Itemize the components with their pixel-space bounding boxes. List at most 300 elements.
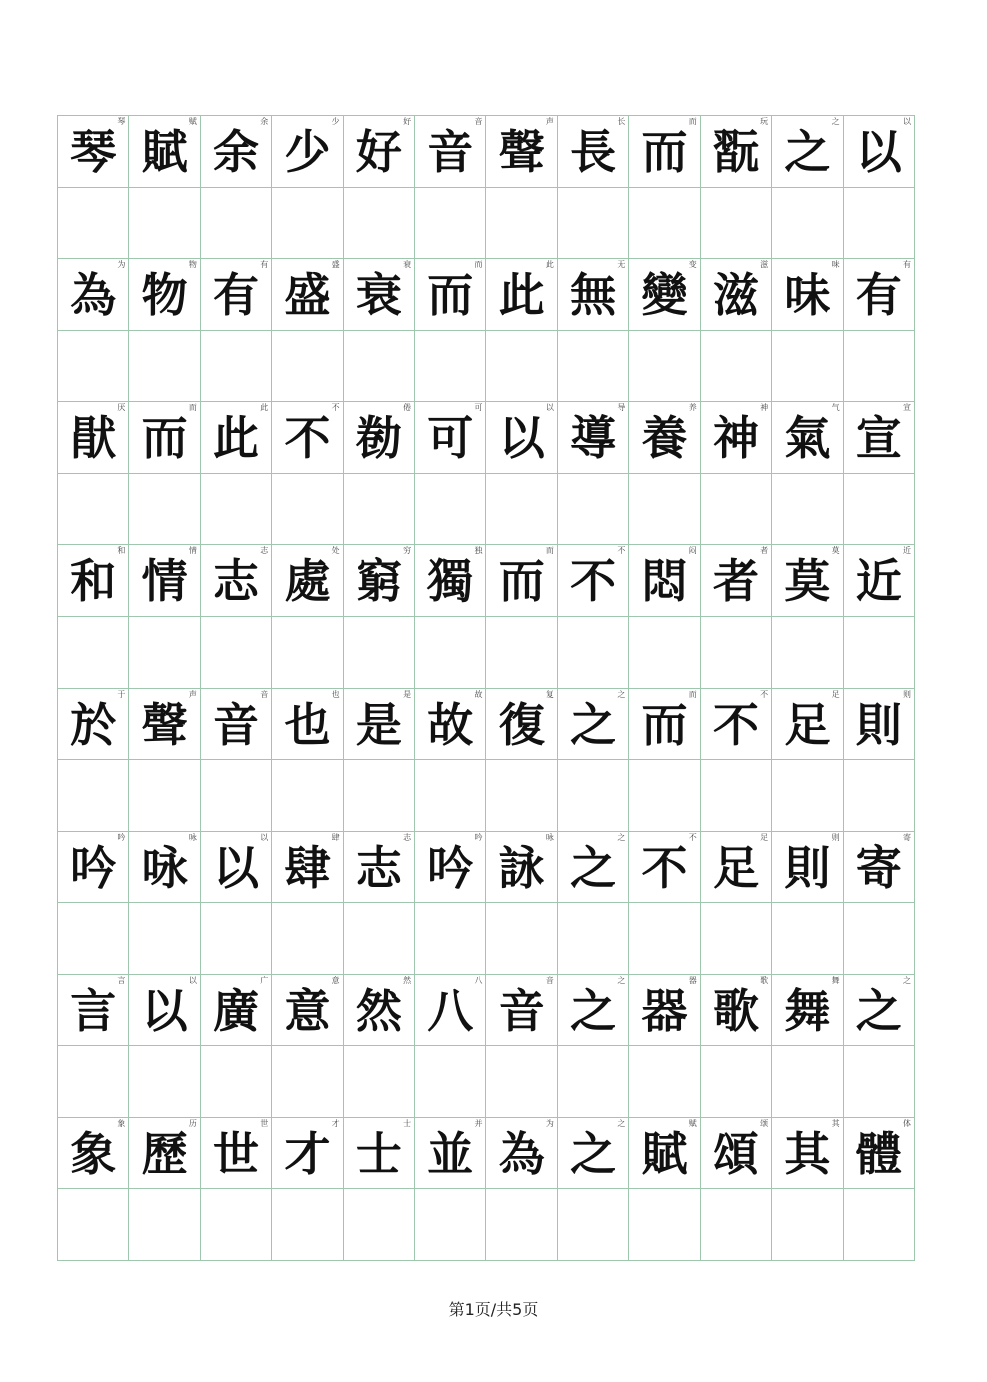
simplified-hint: 音 bbox=[474, 117, 483, 126]
simplified-hint: 象 bbox=[117, 1118, 126, 1128]
practice-blank-cell bbox=[201, 760, 272, 832]
character-cell bbox=[201, 975, 272, 1047]
simplified-hint: 咏 bbox=[545, 832, 554, 842]
character-cell bbox=[844, 545, 915, 617]
traditional-character: 吟 bbox=[70, 840, 117, 895]
practice-blank-cell bbox=[772, 617, 843, 689]
practice-blank-cell bbox=[701, 760, 772, 832]
simplified-hint: 神 bbox=[760, 403, 769, 413]
simplified-hint: 之 bbox=[831, 117, 840, 126]
character-cell bbox=[486, 832, 557, 904]
practice-blank-cell bbox=[844, 474, 915, 546]
traditional-character: 可 bbox=[427, 411, 474, 466]
traditional-character: 有 bbox=[213, 268, 260, 323]
character-cell bbox=[415, 975, 486, 1047]
simplified-hint: 厌 bbox=[117, 403, 126, 413]
simplified-hint: 舞 bbox=[831, 975, 840, 985]
character-cell bbox=[844, 1118, 915, 1190]
simplified-hint: 为 bbox=[117, 260, 126, 270]
character-cell bbox=[272, 259, 343, 331]
traditional-character: 之 bbox=[784, 125, 831, 179]
character-cell bbox=[415, 832, 486, 904]
practice-blank-cell bbox=[201, 474, 272, 546]
simplified-hint: 才 bbox=[331, 1118, 340, 1128]
traditional-character: 窮 bbox=[355, 554, 402, 609]
simplified-hint: 之 bbox=[617, 689, 626, 699]
simplified-hint: 以 bbox=[902, 117, 911, 126]
simplified-hint: 盛 bbox=[331, 260, 340, 270]
character-cell bbox=[201, 689, 272, 761]
traditional-character: 不 bbox=[570, 554, 617, 609]
practice-blank-cell bbox=[272, 188, 343, 260]
character-cell bbox=[486, 545, 557, 617]
character-cell bbox=[844, 832, 915, 904]
traditional-character: 而 bbox=[141, 411, 188, 466]
practice-blank-cell bbox=[58, 1189, 129, 1261]
traditional-character: 八 bbox=[427, 983, 474, 1038]
simplified-hint: 有 bbox=[260, 260, 269, 270]
character-cell bbox=[58, 689, 129, 761]
traditional-character: 而 bbox=[641, 125, 688, 179]
traditional-character: 其 bbox=[784, 1126, 831, 1181]
simplified-hint: 不 bbox=[760, 689, 769, 699]
practice-blank-cell bbox=[129, 1046, 200, 1118]
traditional-character: 象 bbox=[70, 1126, 117, 1181]
practice-blank-cell bbox=[629, 331, 700, 403]
practice-blank-cell bbox=[844, 188, 915, 260]
character-cell bbox=[344, 259, 415, 331]
simplified-hint: 以 bbox=[545, 403, 554, 413]
character-cell bbox=[58, 832, 129, 904]
practice-blank-cell bbox=[629, 474, 700, 546]
traditional-character: 莫 bbox=[784, 554, 831, 609]
practice-blank-cell bbox=[129, 474, 200, 546]
practice-blank-cell bbox=[558, 903, 629, 975]
character-cell bbox=[701, 402, 772, 474]
simplified-hint: 变 bbox=[688, 260, 697, 270]
simplified-hint: 少 bbox=[331, 117, 340, 126]
character-cell bbox=[844, 116, 915, 188]
practice-grid-sheet bbox=[57, 115, 915, 1261]
traditional-character: 音 bbox=[427, 125, 474, 179]
practice-blank-cell bbox=[844, 760, 915, 832]
character-cell bbox=[344, 1118, 415, 1190]
practice-blank-cell bbox=[844, 1189, 915, 1261]
practice-blank-cell bbox=[344, 331, 415, 403]
character-cell bbox=[415, 259, 486, 331]
practice-blank-cell bbox=[629, 617, 700, 689]
simplified-hint: 肆 bbox=[331, 832, 340, 842]
traditional-character: 則 bbox=[784, 840, 831, 895]
character-cell bbox=[272, 402, 343, 474]
practice-blank-cell bbox=[201, 617, 272, 689]
practice-blank-cell bbox=[344, 474, 415, 546]
character-cell bbox=[58, 259, 129, 331]
simplified-hint: 可 bbox=[474, 403, 483, 413]
simplified-hint: 为 bbox=[545, 1118, 554, 1128]
traditional-character: 言 bbox=[70, 983, 117, 1038]
traditional-character: 長 bbox=[570, 125, 617, 179]
character-cell bbox=[272, 975, 343, 1047]
character-cell bbox=[629, 832, 700, 904]
simplified-hint: 意 bbox=[331, 975, 340, 985]
traditional-character: 並 bbox=[427, 1126, 474, 1181]
simplified-hint: 寄 bbox=[902, 832, 911, 842]
simplified-hint: 不 bbox=[688, 832, 697, 842]
practice-blank-cell bbox=[486, 903, 557, 975]
practice-blank-cell bbox=[629, 903, 700, 975]
practice-blank-cell bbox=[772, 188, 843, 260]
practice-blank-cell bbox=[201, 1189, 272, 1261]
traditional-character: 而 bbox=[427, 268, 474, 323]
practice-blank-cell bbox=[486, 760, 557, 832]
character-cell bbox=[772, 975, 843, 1047]
character-cell bbox=[629, 975, 700, 1047]
practice-blank-cell bbox=[201, 1046, 272, 1118]
simplified-hint: 衰 bbox=[403, 260, 412, 270]
character-cell bbox=[129, 689, 200, 761]
character-cell bbox=[486, 1118, 557, 1190]
practice-blank-cell bbox=[701, 1046, 772, 1118]
character-cell bbox=[201, 116, 272, 188]
simplified-hint: 而 bbox=[688, 689, 697, 699]
character-cell bbox=[701, 545, 772, 617]
traditional-character: 情 bbox=[141, 554, 188, 609]
traditional-character: 為 bbox=[498, 1126, 545, 1181]
page-footer: 第1页/共5页 bbox=[448, 1300, 539, 1319]
character-cell bbox=[201, 832, 272, 904]
practice-blank-cell bbox=[415, 474, 486, 546]
character-cell bbox=[558, 545, 629, 617]
traditional-character: 變 bbox=[641, 268, 688, 323]
traditional-character: 肆 bbox=[284, 840, 331, 895]
simplified-hint: 声 bbox=[545, 117, 554, 126]
simplified-hint: 琴 bbox=[117, 117, 126, 126]
practice-blank-cell bbox=[701, 1189, 772, 1261]
simplified-hint: 颂 bbox=[760, 1118, 769, 1128]
character-cell bbox=[844, 402, 915, 474]
practice-blank-cell bbox=[201, 331, 272, 403]
character-cell bbox=[629, 1118, 700, 1190]
character-cell bbox=[772, 1118, 843, 1190]
practice-blank-cell bbox=[772, 1189, 843, 1261]
traditional-character: 以 bbox=[213, 840, 260, 895]
character-cell bbox=[129, 975, 200, 1047]
simplified-hint: 吟 bbox=[117, 832, 126, 842]
practice-blank-cell bbox=[129, 331, 200, 403]
traditional-character: 士 bbox=[355, 1126, 402, 1181]
traditional-character: 音 bbox=[213, 697, 260, 752]
practice-blank-cell bbox=[415, 1189, 486, 1261]
traditional-character: 體 bbox=[855, 1126, 902, 1181]
simplified-hint: 声 bbox=[188, 689, 197, 699]
character-cell bbox=[844, 259, 915, 331]
traditional-character: 養 bbox=[641, 411, 688, 466]
simplified-hint: 是 bbox=[403, 689, 412, 699]
traditional-character: 以 bbox=[141, 983, 188, 1038]
traditional-character: 無 bbox=[570, 268, 617, 323]
traditional-character: 音 bbox=[498, 983, 545, 1038]
simplified-hint: 有 bbox=[902, 260, 911, 270]
traditional-character: 悶 bbox=[641, 554, 688, 609]
practice-blank-cell bbox=[772, 903, 843, 975]
traditional-character: 以 bbox=[855, 125, 902, 179]
simplified-hint: 言 bbox=[117, 975, 126, 985]
traditional-character: 不 bbox=[284, 411, 331, 466]
simplified-hint: 玩 bbox=[760, 117, 769, 126]
practice-blank-cell bbox=[701, 903, 772, 975]
traditional-character: 物 bbox=[141, 268, 188, 323]
practice-blank-cell bbox=[272, 331, 343, 403]
traditional-character: 為 bbox=[70, 268, 117, 323]
simplified-hint: 志 bbox=[403, 832, 412, 842]
traditional-character: 足 bbox=[784, 697, 831, 752]
character-cell bbox=[701, 832, 772, 904]
practice-blank-cell bbox=[486, 188, 557, 260]
practice-blank-cell bbox=[844, 617, 915, 689]
simplified-hint: 此 bbox=[545, 260, 554, 270]
traditional-character: 者 bbox=[712, 554, 759, 609]
simplified-hint: 之 bbox=[617, 1118, 626, 1128]
character-cell bbox=[486, 116, 557, 188]
practice-blank-cell bbox=[272, 903, 343, 975]
practice-blank-cell bbox=[272, 617, 343, 689]
traditional-character: 氣 bbox=[784, 411, 831, 466]
traditional-character: 此 bbox=[498, 268, 545, 323]
practice-blank-cell bbox=[272, 1046, 343, 1118]
simplified-hint: 然 bbox=[403, 975, 412, 985]
simplified-hint: 穷 bbox=[403, 546, 412, 556]
practice-blank-cell bbox=[701, 188, 772, 260]
character-cell bbox=[486, 689, 557, 761]
practice-blank-cell bbox=[272, 1189, 343, 1261]
practice-blank-cell bbox=[272, 760, 343, 832]
traditional-character: 咏 bbox=[141, 840, 188, 895]
traditional-character: 吟 bbox=[427, 840, 474, 895]
practice-blank-cell bbox=[486, 331, 557, 403]
traditional-character: 歌 bbox=[712, 983, 759, 1038]
character-cell bbox=[772, 259, 843, 331]
practice-blank-cell bbox=[58, 617, 129, 689]
traditional-character: 然 bbox=[355, 983, 402, 1038]
simplified-hint: 复 bbox=[545, 689, 554, 699]
traditional-character: 導 bbox=[570, 411, 617, 466]
simplified-hint: 器 bbox=[688, 975, 697, 985]
traditional-character: 近 bbox=[855, 554, 902, 609]
traditional-character: 處 bbox=[284, 554, 331, 609]
character-cell bbox=[558, 832, 629, 904]
character-cell bbox=[629, 116, 700, 188]
traditional-character: 詠 bbox=[498, 840, 545, 895]
character-cell bbox=[201, 1118, 272, 1190]
traditional-character: 之 bbox=[570, 983, 617, 1038]
practice-blank-cell bbox=[272, 474, 343, 546]
traditional-character: 足 bbox=[712, 840, 759, 895]
traditional-character: 滋 bbox=[712, 268, 759, 323]
character-cell bbox=[272, 545, 343, 617]
simplified-hint: 也 bbox=[331, 689, 340, 699]
simplified-hint: 则 bbox=[831, 832, 840, 842]
practice-blank-cell bbox=[129, 1189, 200, 1261]
simplified-hint: 故 bbox=[474, 689, 483, 699]
simplified-hint: 和 bbox=[117, 546, 126, 556]
traditional-character: 志 bbox=[213, 554, 260, 609]
simplified-hint: 志 bbox=[260, 546, 269, 556]
traditional-character: 是 bbox=[355, 697, 402, 752]
traditional-character: 世 bbox=[213, 1126, 260, 1181]
simplified-hint: 闷 bbox=[688, 546, 697, 556]
simplified-hint: 情 bbox=[188, 546, 197, 556]
simplified-hint: 广 bbox=[260, 975, 269, 985]
traditional-character: 歷 bbox=[141, 1126, 188, 1181]
traditional-character: 宣 bbox=[855, 411, 902, 466]
character-cell bbox=[129, 1118, 200, 1190]
traditional-character: 意 bbox=[284, 983, 331, 1038]
practice-blank-cell bbox=[344, 188, 415, 260]
character-cell bbox=[415, 116, 486, 188]
practice-blank-cell bbox=[344, 1046, 415, 1118]
simplified-hint: 吟 bbox=[474, 832, 483, 842]
traditional-character: 而 bbox=[641, 697, 688, 752]
traditional-character: 志 bbox=[355, 840, 402, 895]
simplified-hint: 赋 bbox=[188, 117, 197, 126]
practice-blank-cell bbox=[772, 760, 843, 832]
traditional-character: 有 bbox=[855, 268, 902, 323]
traditional-character: 神 bbox=[712, 411, 759, 466]
traditional-character: 之 bbox=[570, 697, 617, 752]
simplified-hint: 而 bbox=[688, 117, 697, 126]
character-cell bbox=[772, 689, 843, 761]
practice-blank-cell bbox=[558, 1046, 629, 1118]
character-cell bbox=[629, 402, 700, 474]
traditional-character: 余 bbox=[213, 125, 260, 179]
character-cell bbox=[486, 975, 557, 1047]
simplified-hint: 余 bbox=[260, 117, 269, 126]
traditional-character: 賦 bbox=[141, 125, 188, 179]
practice-blank-cell bbox=[558, 331, 629, 403]
simplified-hint: 物 bbox=[188, 260, 197, 270]
simplified-hint: 独 bbox=[474, 546, 483, 556]
traditional-character: 盛 bbox=[284, 268, 331, 323]
character-cell bbox=[558, 1118, 629, 1190]
practice-blank-cell bbox=[58, 331, 129, 403]
character-cell bbox=[486, 259, 557, 331]
simplified-hint: 士 bbox=[403, 1118, 412, 1128]
practice-blank-cell bbox=[486, 1189, 557, 1261]
character-cell bbox=[486, 402, 557, 474]
simplified-hint: 则 bbox=[902, 689, 911, 699]
character-cell bbox=[129, 116, 200, 188]
character-cell bbox=[129, 832, 200, 904]
practice-blank-cell bbox=[415, 1046, 486, 1118]
traditional-character: 故 bbox=[427, 697, 474, 752]
simplified-hint: 之 bbox=[617, 975, 626, 985]
traditional-character: 少 bbox=[284, 125, 331, 179]
character-cell bbox=[58, 402, 129, 474]
practice-blank-cell bbox=[558, 1189, 629, 1261]
traditional-character: 好 bbox=[355, 125, 402, 179]
character-cell bbox=[272, 1118, 343, 1190]
character-cell bbox=[701, 975, 772, 1047]
character-cell bbox=[772, 545, 843, 617]
character-cell bbox=[129, 259, 200, 331]
simplified-hint: 味 bbox=[831, 260, 840, 270]
practice-blank-cell bbox=[486, 1046, 557, 1118]
practice-blank-cell bbox=[415, 903, 486, 975]
character-cell bbox=[58, 1118, 129, 1190]
character-cell bbox=[272, 689, 343, 761]
practice-blank-cell bbox=[844, 1046, 915, 1118]
traditional-character: 猒 bbox=[70, 411, 117, 466]
practice-blank-cell bbox=[844, 331, 915, 403]
traditional-character: 不 bbox=[712, 697, 759, 752]
simplified-hint: 以 bbox=[260, 832, 269, 842]
practice-blank-cell bbox=[344, 617, 415, 689]
traditional-character: 琴 bbox=[70, 125, 117, 179]
simplified-hint: 之 bbox=[617, 832, 626, 842]
character-cell bbox=[201, 402, 272, 474]
traditional-character: 之 bbox=[855, 983, 902, 1038]
practice-blank-cell bbox=[129, 188, 200, 260]
traditional-character: 則 bbox=[855, 697, 902, 752]
character-cell bbox=[772, 832, 843, 904]
character-cell bbox=[58, 545, 129, 617]
traditional-character: 和 bbox=[70, 554, 117, 609]
practice-blank-cell bbox=[344, 760, 415, 832]
simplified-hint: 而 bbox=[545, 546, 554, 556]
practice-blank-cell bbox=[629, 188, 700, 260]
traditional-character: 此 bbox=[213, 411, 260, 466]
traditional-character: 翫 bbox=[712, 125, 759, 179]
practice-blank-cell bbox=[201, 903, 272, 975]
simplified-hint: 以 bbox=[188, 975, 197, 985]
traditional-character: 復 bbox=[498, 697, 545, 752]
character-cell bbox=[344, 402, 415, 474]
practice-blank-cell bbox=[129, 903, 200, 975]
character-cell bbox=[129, 402, 200, 474]
character-cell bbox=[558, 689, 629, 761]
practice-blank-cell bbox=[486, 617, 557, 689]
simplified-hint: 于 bbox=[117, 689, 126, 699]
character-cell bbox=[344, 116, 415, 188]
character-cell bbox=[415, 402, 486, 474]
simplified-hint: 无 bbox=[617, 260, 626, 270]
practice-blank-cell bbox=[129, 617, 200, 689]
simplified-hint: 八 bbox=[474, 975, 483, 985]
character-cell bbox=[344, 975, 415, 1047]
practice-blank-cell bbox=[58, 474, 129, 546]
simplified-hint: 之 bbox=[902, 975, 911, 985]
character-cell bbox=[272, 832, 343, 904]
traditional-character: 之 bbox=[570, 840, 617, 895]
simplified-hint: 音 bbox=[260, 689, 269, 699]
character-cell bbox=[272, 116, 343, 188]
character-cell bbox=[772, 402, 843, 474]
simplified-hint: 滋 bbox=[760, 260, 769, 270]
practice-blank-cell bbox=[772, 331, 843, 403]
character-cell bbox=[558, 116, 629, 188]
practice-blank-cell bbox=[772, 1046, 843, 1118]
traditional-character: 味 bbox=[784, 268, 831, 323]
character-cell bbox=[129, 545, 200, 617]
practice-blank-cell bbox=[558, 188, 629, 260]
practice-blank-cell bbox=[201, 188, 272, 260]
character-cell bbox=[629, 259, 700, 331]
traditional-character: 不 bbox=[641, 840, 688, 895]
simplified-hint: 歌 bbox=[760, 975, 769, 985]
character-cell bbox=[201, 545, 272, 617]
traditional-character: 而 bbox=[498, 554, 545, 609]
